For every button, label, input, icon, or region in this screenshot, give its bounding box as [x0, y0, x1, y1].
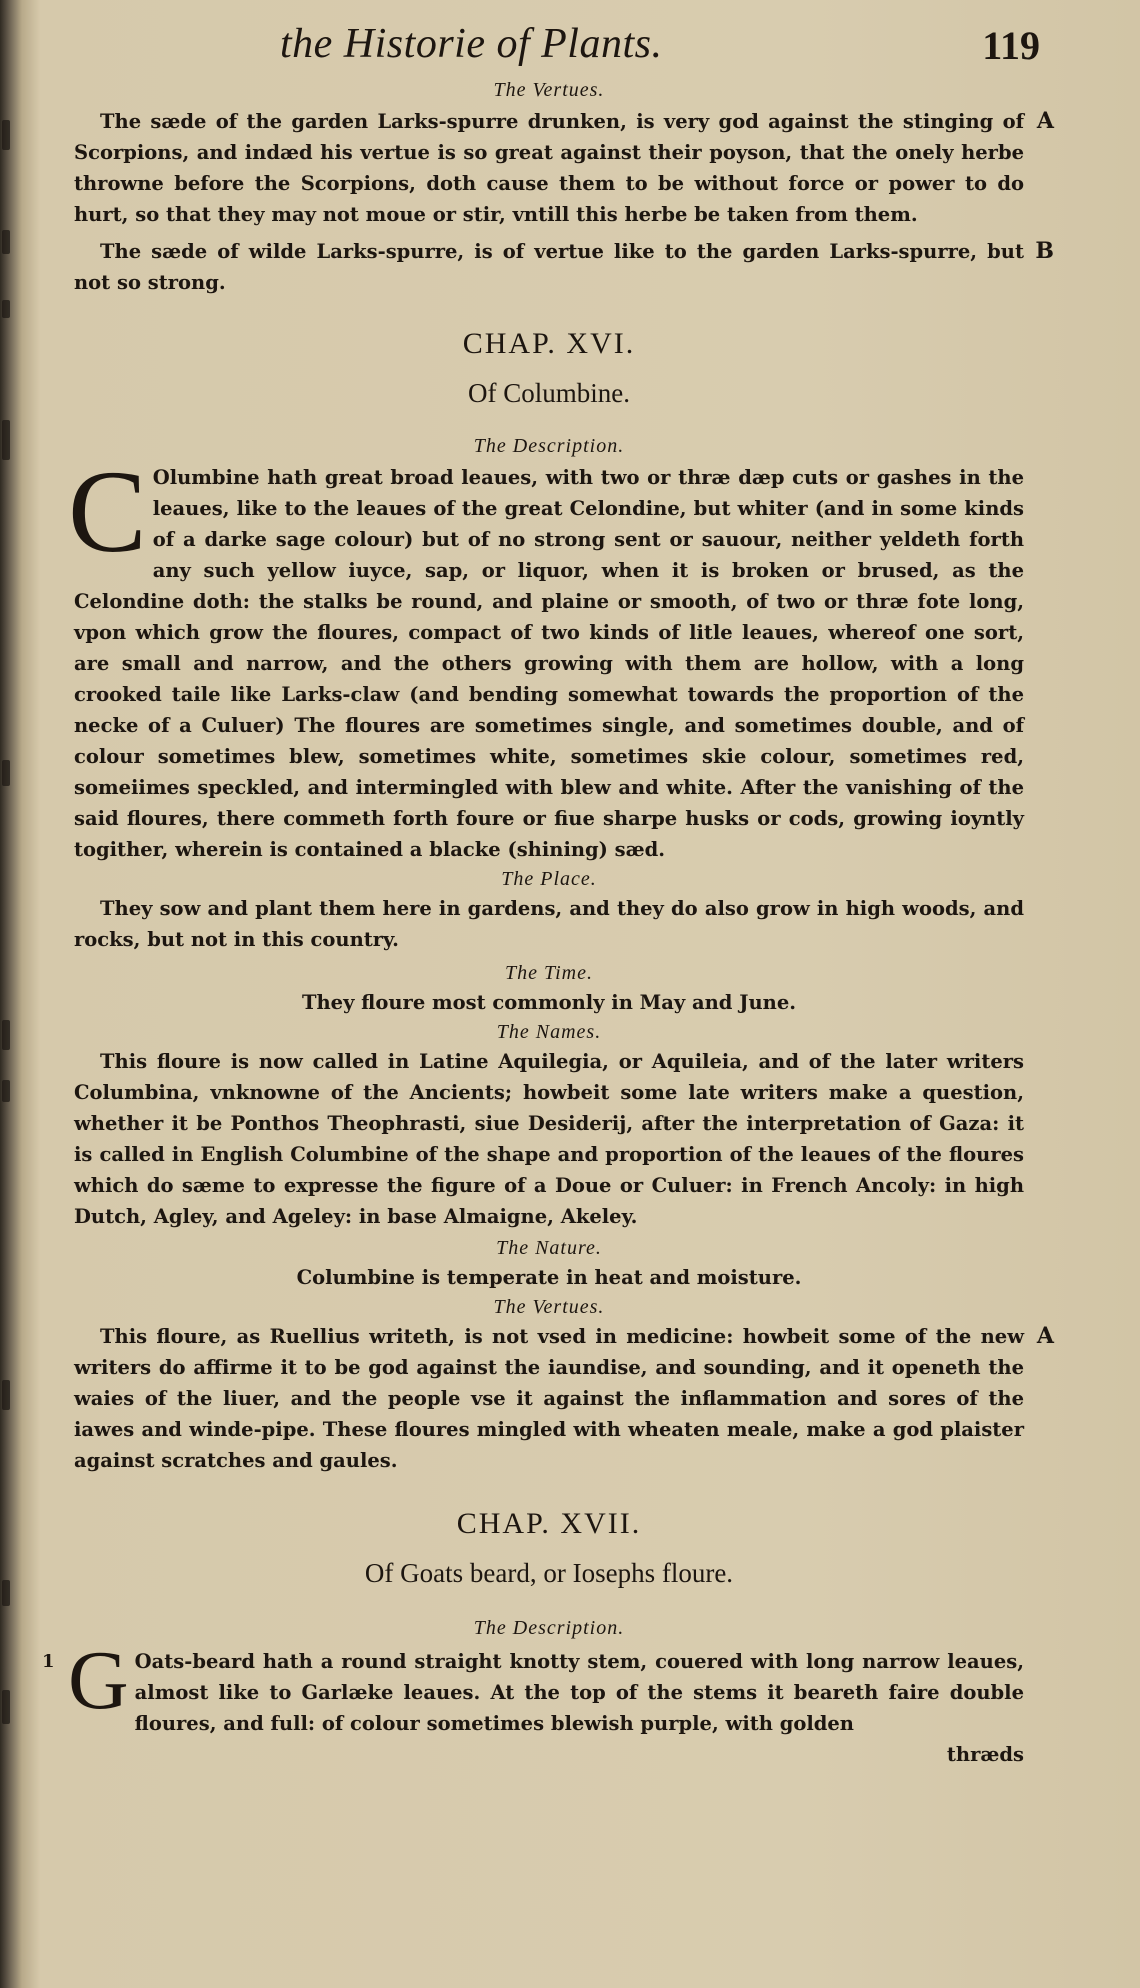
- goats-beard-description-heading: The Description.: [473, 1617, 625, 1639]
- chapter-17-subtitle: Of Goats beard, or Iosephs floure.: [364, 1558, 734, 1588]
- columbine-description-text: Olumbine hath great broad leaues, with two or thræ dæp cuts or gashes in the leaues, like to the leaues of the great Celondine, but whiter (and in some kinds of a darke sage colour) but of no strong sent or sauour, neither yeldeth forth any such yellow iuyce, sap, or liquor, when it is broken or brused, as the Celondine doth: the stalks be round, and plaine or smooth, of two or thræ fote long, vpon which grow the floures, compact of two kinds of litle leaues, whereof one sort, are small and narrow, and the others growing with them are hollow, with a long crooked taile like Larks-claw (and bending somewhat towards the proportion of the necke of a Culuer) The floures are sometimes single, and sometimes double, and of colour sometimes blew, sometimes white, sometimes skie colour, sometimes red, someiimes speckled, and intermingled with blew and white. After the vanishing of the said floures, there commeth forth foure or fiue sharpe husks or cods, growing ioyntly togither, wherein is contained a blacke (shining) sæd.: [74, 466, 1024, 861]
- columbine-time-paragraph: They floure most commonly in May and June.: [301, 991, 797, 1014]
- columbine-place-heading: The Place.: [501, 868, 597, 890]
- columbine-place-paragraph: They sow and plant them here in gardens, and they do also grow in high woods, and rocks, but not in this country.: [74, 897, 1024, 951]
- larkspur-vertues-paragraph-1: [74, 106, 1054, 230]
- page-number: 119: [982, 23, 1040, 68]
- vertues-heading-larkspur: The Vertues.: [493, 79, 605, 101]
- chapter-17-title: CHAP. XVII.: [456, 1507, 642, 1540]
- drop-cap-g: G: [68, 1634, 129, 1727]
- running-title: the Historie of Plants.: [280, 21, 663, 67]
- columbine-time-heading: The Time.: [505, 962, 593, 984]
- chapter-16-subtitle: Of Columbine.: [468, 378, 630, 408]
- item-number: 1: [42, 1651, 55, 1672]
- gutter-shadow: [0, 0, 14, 1988]
- chapter-16-title: CHAP. XVI.: [462, 327, 636, 360]
- goats-beard-description-paragraph: [42, 1634, 1024, 1739]
- columbine-vertues-paragraph: [74, 1321, 1054, 1476]
- columbine-names-heading: The Names.: [496, 1021, 602, 1043]
- catchword: thræds: [946, 1743, 1024, 1766]
- columbine-description-heading: The Description.: [473, 435, 625, 457]
- margin-letter-a: A: [1036, 108, 1054, 134]
- columbine-vertues-text: This floure, as Ruellius writeth, is not vsed in medicine: howbeit some of the new writers do affirme it to be god against the iaundise, and sounding, and it openeth the waies of the liuer, and the people vse it against the inflammation and sores of the iawes and winde-pipe. These floures mingled with wheaten meale, make a god plaister against scratches and gaules.: [74, 1325, 1024, 1472]
- goats-beard-description-text: Oats-beard hath a round straight knotty stem, couered with long narrow leaues, almost like to Garlæke leaues. At the top of the stems it beareth faire double floures, and full: of colour sometimes blewish purple, with golden: [134, 1650, 1024, 1735]
- margin-letter-b: B: [1035, 238, 1054, 264]
- page-text: [42, 76, 1054, 1770]
- columbine-nature-paragraph: Columbine is temperate in heat and moisture.: [296, 1266, 802, 1289]
- columbine-vertues-heading: The Vertues.: [493, 1296, 605, 1318]
- drop-cap-c: C: [68, 446, 147, 577]
- columbine-nature-heading: The Nature.: [496, 1237, 602, 1259]
- larkspur-vertues-paragraph-2: [74, 236, 1054, 298]
- larkspur-vertues-text-1: The sæde of the garden Larks-spurre drunken, is very god against the stinging of Scorpions, and indæd his vertue is so great against their poyson, that the onely herbe throwne before the Scorpions, doth cause them to be without force or power to do hurt, so that they may not moue or stir, vntill this herbe be taken from them.: [74, 110, 1024, 226]
- running-header: [280, 20, 1040, 76]
- larkspur-vertues-text-2: The sæde of wilde Larks-spurre, is of vertue like to the garden Larks-spurre, but not so strong.: [74, 240, 1024, 294]
- margin-letter-a-2: A: [1036, 1323, 1054, 1349]
- columbine-names-paragraph: This floure is now called in Latine Aquilegia, or Aquileia, and of the later writers Columbina, vnknowne of the Ancients; howbeit some late writers make a question, whether it be Ponthos Theophrasti, siue Desiderij, after the interpretation of Gaza: it is called in English Columbine of the shape and proportion of the leaues of the floures which do sæme to expresse the figure of a Doue or Culuer: in French Ancoly: in high Dutch, Agley, and Ageley: in base Almaigne, Akeley.: [74, 1050, 1024, 1228]
